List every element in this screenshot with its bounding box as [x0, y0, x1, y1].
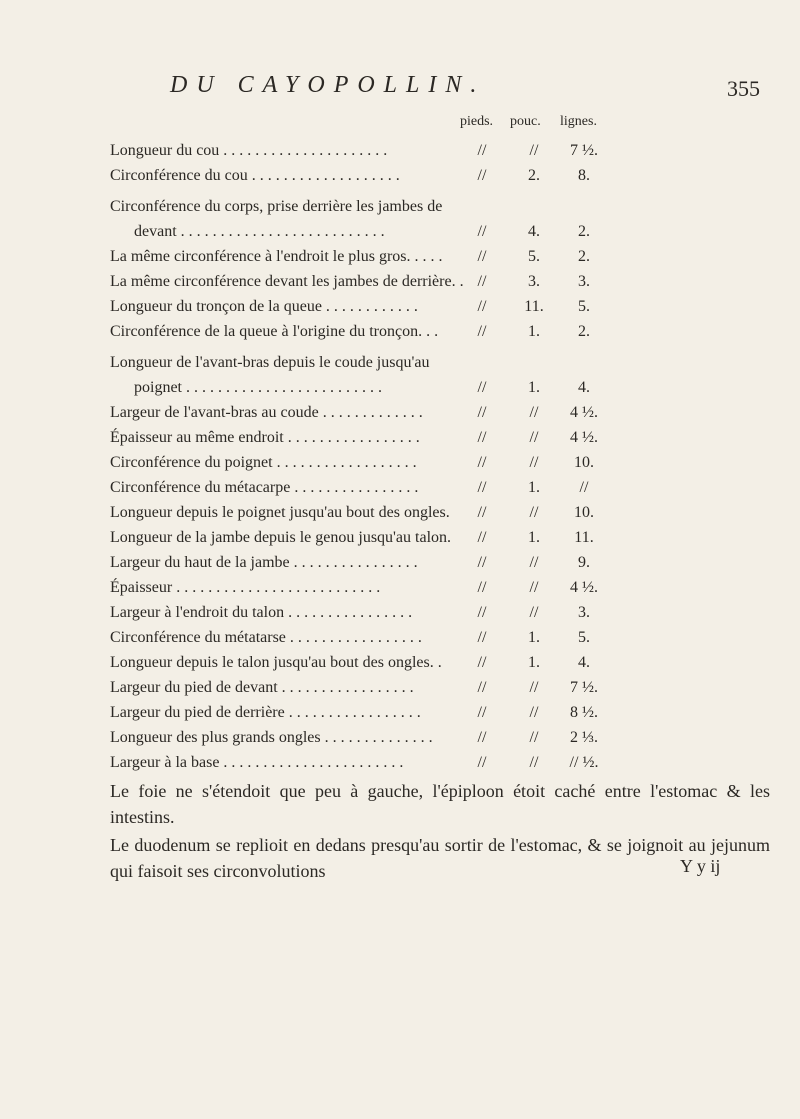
row-label: [110, 294, 480, 319]
value-pouces: //: [529, 142, 539, 159]
row-label: [110, 350, 480, 400]
column-header-lignes: lignes.: [560, 114, 597, 129]
page-header: [170, 72, 760, 112]
table-row: [110, 294, 770, 319]
value-pieds: //: [477, 429, 487, 446]
value-pouces: //: [529, 454, 539, 471]
row-label-text: Longueur de l'avant-bras depuis le coude jusqu'au: [110, 354, 430, 371]
paragraph-1: Le foie ne s'étendoit que peu à gauche, l'épiploon étoit caché entre l'estomac & les intestins.: [110, 781, 770, 827]
value-lignes: 10.: [574, 504, 594, 521]
value-pieds: //: [477, 679, 487, 696]
row-label-text: Circonférence du corps, prise derrière les jambes de: [110, 198, 443, 215]
value-pouces: //: [529, 579, 539, 596]
value-lignes: 8 ½.: [570, 704, 598, 721]
value-pieds: //: [477, 454, 487, 471]
row-label-text: Largeur à la base . . . . . . . . . . . . . . . . . . . . . . .: [110, 754, 404, 771]
value-pieds: //: [477, 167, 487, 184]
value-lignes: 2.: [578, 223, 590, 240]
value-lignes: 2 ⅓.: [570, 729, 598, 746]
value-lignes: //: [579, 479, 589, 496]
table-row: [110, 138, 770, 163]
value-pouces: //: [529, 504, 539, 521]
row-label-text: Longueur du tronçon de la queue . . . . . . . . . . . .: [110, 298, 418, 315]
row-label: [110, 163, 480, 188]
value-pieds: //: [477, 604, 487, 621]
row-label: [110, 269, 480, 294]
row-label-text: La même circonférence devant les jambes de derrière. .: [110, 273, 464, 290]
row-label-text: Longueur depuis le talon jusqu'au bout des ongles. .: [110, 654, 442, 671]
row-label: [110, 650, 480, 675]
value-pieds: //: [477, 298, 487, 315]
table-row: [110, 750, 770, 775]
row-label: [110, 475, 480, 500]
signature-mark: Y y ij: [680, 856, 721, 876]
value-pieds: //: [477, 223, 487, 240]
value-lignes: 5.: [578, 298, 590, 315]
value-pouces: 3.: [528, 273, 540, 290]
value-pieds: //: [477, 379, 487, 396]
value-lignes: 3.: [578, 273, 590, 290]
table-row: [110, 600, 770, 625]
value-pieds: //: [477, 629, 487, 646]
row-label-text: Circonférence du poignet . . . . . . . . . . . . . . . . . .: [110, 454, 417, 471]
value-pouces: //: [529, 554, 539, 571]
table-row: [110, 400, 770, 425]
row-label: [110, 319, 480, 344]
value-lignes: 8.: [578, 167, 590, 184]
row-label-text: Largeur du pied de derrière . . . . . . . . . . . . . . . . .: [110, 704, 421, 721]
value-pieds: //: [477, 529, 487, 546]
value-lignes: 4 ½.: [570, 429, 598, 446]
value-pieds: //: [477, 479, 487, 496]
table-row: [110, 194, 770, 244]
page-number: 355: [727, 76, 760, 101]
row-label-text: Longueur de la jambe depuis le genou jusqu'au talon.: [110, 529, 452, 546]
row-label-text: Épaisseur . . . . . . . . . . . . . . . . . . . . . . . . . .: [110, 579, 381, 596]
value-pouces: //: [529, 604, 539, 621]
row-label-text: Largeur de l'avant-bras au coude . . . . . . . . . . . . .: [110, 404, 423, 421]
row-label: [110, 425, 480, 450]
table-row: [110, 650, 770, 675]
value-lignes: 4 ½.: [570, 579, 598, 596]
value-pouces: //: [529, 729, 539, 746]
table-row: [110, 575, 770, 600]
row-label-text: Circonférence du métacarpe . . . . . . . . . . . . . . . .: [110, 479, 419, 496]
value-lignes: 11.: [574, 529, 594, 546]
value-pouces: 1.: [528, 379, 540, 396]
row-label: [110, 194, 480, 244]
row-label-text: La même circonférence à l'endroit le plus gros. . . . .: [110, 248, 443, 265]
value-pieds: //: [477, 579, 487, 596]
value-pieds: //: [477, 729, 487, 746]
table-row: [110, 625, 770, 650]
row-label-text: Circonférence de la queue à l'origine du tronçon. . .: [110, 323, 439, 340]
value-pieds: //: [477, 404, 487, 421]
table-row: [110, 244, 770, 269]
row-label: [110, 600, 480, 625]
value-pouces: 1.: [528, 323, 540, 340]
value-lignes: 5.: [578, 629, 590, 646]
value-pouces: //: [529, 404, 539, 421]
value-lignes: 2.: [578, 248, 590, 265]
value-lignes: 7 ½.: [570, 679, 598, 696]
row-label: [110, 725, 480, 750]
paragraph-2: Le duodenum se replioit en dedans presqu'au sortir de l'estomac, & se joignoit au jejunum qui faisoit ses circonvolutions: [110, 835, 770, 881]
row-label: [110, 244, 480, 269]
value-pouces: 1.: [528, 654, 540, 671]
running-title: DU CAYOPOLLIN.: [170, 72, 486, 98]
value-pieds: //: [477, 654, 487, 671]
table-row: [110, 700, 770, 725]
value-lignes: 4 ½.: [570, 404, 598, 421]
value-pouces: //: [529, 679, 539, 696]
row-label-text: Largeur du pied de devant . . . . . . . . . . . . . . . . .: [110, 679, 414, 696]
row-label: [110, 700, 480, 725]
value-lignes: 2.: [578, 323, 590, 340]
row-label-text: Longueur du cou . . . . . . . . . . . . . . . . . . . . .: [110, 142, 388, 159]
table-row: [110, 350, 770, 400]
value-pieds: //: [477, 142, 487, 159]
value-pieds: //: [477, 554, 487, 571]
value-lignes: 3.: [578, 604, 590, 621]
value-pieds: //: [477, 273, 487, 290]
column-header-pieds: pieds.: [460, 114, 494, 129]
value-pouces: 1.: [528, 529, 540, 546]
value-pouces: 11.: [524, 298, 544, 315]
value-pieds: //: [477, 248, 487, 265]
row-label: [110, 400, 480, 425]
row-label-text: Circonférence du métatarse . . . . . . . . . . . . . . . . .: [110, 629, 422, 646]
value-lignes: 10.: [574, 454, 594, 471]
row-label: [110, 625, 480, 650]
value-pouces: //: [529, 704, 539, 721]
row-label: [110, 450, 480, 475]
value-pouces: 1.: [528, 629, 540, 646]
table-row: [110, 269, 770, 294]
value-pieds: //: [477, 704, 487, 721]
row-label-continuation: devant . . . . . . . . . . . . . . . . . . . . . . . . . .: [134, 223, 385, 240]
value-pieds: //: [477, 754, 487, 771]
value-lignes: 4.: [578, 379, 590, 396]
row-label-text: Largeur du haut de la jambe . . . . . . . . . . . . . . . .: [110, 554, 418, 571]
measurements-table: [110, 138, 770, 775]
value-pouces: //: [529, 754, 539, 771]
row-label: [110, 138, 480, 163]
value-pouces: 5.: [528, 248, 540, 265]
value-pouces: 2.: [528, 167, 540, 184]
row-label-text: Épaisseur au même endroit . . . . . . . . . . . . . . . . .: [110, 429, 420, 446]
value-lignes: // ½.: [569, 754, 599, 771]
row-label-text: Largeur à l'endroit du talon . . . . . . . . . . . . . . . .: [110, 604, 413, 621]
row-label: [110, 550, 480, 575]
value-lignes: 7 ½.: [570, 142, 598, 159]
table-row: [110, 425, 770, 450]
table-row: [110, 550, 770, 575]
table-row: [110, 725, 770, 750]
row-label: [110, 500, 480, 525]
table-row: [110, 675, 770, 700]
row-label-text: Circonférence du cou . . . . . . . . . . . . . . . . . . .: [110, 167, 400, 184]
row-label-text: Longueur depuis le poignet jusqu'au bout des ongles.: [110, 504, 450, 521]
row-label: [110, 750, 480, 775]
table-row: [110, 319, 770, 344]
value-pieds: //: [477, 504, 487, 521]
value-lignes: 9.: [578, 554, 590, 571]
row-label-continuation: poignet . . . . . . . . . . . . . . . . . . . . . . . . .: [134, 379, 382, 396]
value-pouces: 4.: [528, 223, 540, 240]
table-row: [110, 450, 770, 475]
value-pouces: 1.: [528, 479, 540, 496]
row-label: [110, 675, 480, 700]
table-row: [110, 163, 770, 188]
table-row: [110, 475, 770, 500]
table-row: [110, 525, 770, 550]
value-pouces: //: [529, 429, 539, 446]
row-label: [110, 525, 480, 550]
value-pieds: //: [477, 323, 487, 340]
value-lignes: 4.: [578, 654, 590, 671]
table-row: [110, 500, 770, 525]
row-label-text: Longueur des plus grands ongles . . . . . . . . . . . . . .: [110, 729, 433, 746]
column-header-pouces: pouc.: [510, 114, 541, 129]
row-label: [110, 575, 480, 600]
